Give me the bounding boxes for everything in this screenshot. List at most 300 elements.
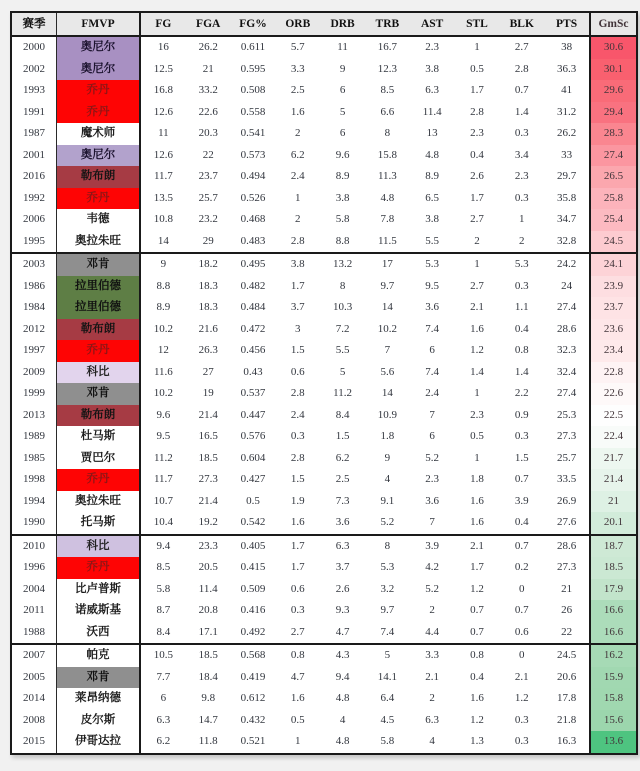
stat-cell: 1.4 xyxy=(514,365,529,378)
stat-cell: 25.7 xyxy=(556,451,577,464)
season-cell: 2005 xyxy=(11,667,57,689)
stat-cell: 2.2 xyxy=(514,387,529,399)
gmsc-cell: 22.4 xyxy=(590,426,637,448)
stat-cell: 13.5 xyxy=(153,191,174,204)
stat-cell: 1.6 xyxy=(470,692,484,704)
fmvp-cell: 奥拉朱旺 xyxy=(57,231,141,254)
stat-cell: 41 xyxy=(561,84,573,96)
column-header-fg: FG xyxy=(140,12,186,36)
stat-cell: 0.576 xyxy=(240,430,266,442)
stat-cell: 5.3 xyxy=(380,561,395,573)
stat-cell: 0.4 xyxy=(470,670,484,683)
stat-cell: 1.9 xyxy=(290,494,305,507)
stat-cell: 3.2 xyxy=(380,582,395,595)
stat-cell: 0.482 xyxy=(240,279,266,292)
stat-cell: 14.7 xyxy=(198,713,218,726)
fmvp-cell: 勒布朗 xyxy=(57,405,141,427)
stat-cell: 2.3 xyxy=(425,473,440,485)
fmvp-cell: 奥尼尔 xyxy=(57,36,141,59)
season-cell: 1989 xyxy=(11,426,57,448)
stat-cell: 21.6 xyxy=(198,322,218,335)
season-cell: 2016 xyxy=(11,166,57,188)
stat-cell: 0.568 xyxy=(240,649,266,661)
stat-cell: 0.416 xyxy=(240,604,266,616)
stat-cell: 8.8 xyxy=(320,231,365,254)
stat-cell: 11.2 xyxy=(333,387,352,399)
stat-cell: 11.4 xyxy=(422,105,442,118)
stat-cell: 9 xyxy=(339,62,346,75)
gmsc-cell: 15.9 xyxy=(590,667,637,689)
stat-cell: 8.7 xyxy=(156,604,171,616)
stat-cell: 26.2 xyxy=(198,41,218,53)
season-cell: 2001 xyxy=(11,145,57,167)
stat-cell: 1.8 xyxy=(380,430,395,442)
stat-cell: 2.1 xyxy=(514,670,529,683)
stat-cell: 4 xyxy=(339,713,346,726)
stat-cell: 17.1 xyxy=(186,622,231,645)
gmsc-cell: 23.6 xyxy=(590,319,637,341)
stat-cell: 1.5 xyxy=(290,473,305,485)
stat-cell: 0.432 xyxy=(240,713,266,726)
stat-cell: 4.7 xyxy=(320,622,365,645)
stat-cell: 1.7 xyxy=(470,84,484,96)
stat-cell: 7 xyxy=(429,408,435,421)
stat-cell: 9 xyxy=(384,451,391,464)
stat-cell: 0.468 xyxy=(240,213,266,225)
stat-cell: 0.4 xyxy=(514,322,529,335)
stat-cell: 9.7 xyxy=(380,279,395,292)
gmsc-cell: 30.1 xyxy=(590,59,637,81)
stat-cell: 3.7 xyxy=(290,301,305,313)
stat-cell: 2.3 xyxy=(514,170,529,182)
stat-cell: 1.3 xyxy=(470,735,484,747)
stat-cell: 6.6 xyxy=(380,105,395,118)
stat-cell: 29 xyxy=(186,231,231,254)
stat-cell: 0.7 xyxy=(514,604,529,616)
stat-cell: 3.6 xyxy=(320,512,365,535)
stat-cell: 3.4 xyxy=(514,148,529,161)
season-cell: 2004 xyxy=(11,579,57,601)
stat-cell: 33.5 xyxy=(556,473,577,485)
stat-cell: 10.2 xyxy=(153,322,174,335)
stat-cell: 4.4 xyxy=(410,622,455,645)
stat-cell: 7.2 xyxy=(335,322,350,335)
stat-cell: 6 xyxy=(160,692,167,704)
stat-cell: 0.7 xyxy=(514,539,529,552)
stat-cell: 0.3 xyxy=(290,430,305,442)
gmsc-cell: 21.7 xyxy=(590,448,637,470)
stat-cell: 12 xyxy=(157,344,169,356)
stat-cell: 31.2 xyxy=(556,105,577,118)
stat-cell: 0.3 xyxy=(514,127,529,139)
stat-cell: 16.7 xyxy=(377,41,397,53)
table-row xyxy=(11,319,637,341)
table-row xyxy=(11,188,637,210)
stat-cell: 22 xyxy=(202,148,214,161)
stat-cell: 0.7 xyxy=(470,604,484,616)
stat-cell: 0.5 xyxy=(290,713,305,726)
stat-cell: 16 xyxy=(157,41,169,53)
table-row xyxy=(11,123,637,145)
season-cell: 2014 xyxy=(11,688,57,710)
season-cell: 2011 xyxy=(11,600,57,622)
stat-cell: 2 xyxy=(429,692,435,704)
stat-cell: 1.8 xyxy=(470,473,484,485)
season-cell: 1992 xyxy=(11,188,57,210)
fmvp-cell: 邓肯 xyxy=(57,383,141,405)
season-cell: 1990 xyxy=(11,512,57,535)
stat-cell: 6.5 xyxy=(425,191,440,204)
stat-cell: 2.3 xyxy=(425,41,440,53)
fmvp-cell: 托马斯 xyxy=(57,512,141,535)
fmvp-cell: 乔丹 xyxy=(57,469,141,491)
stat-cell: 23.3 xyxy=(198,539,218,552)
stat-cell: 27 xyxy=(202,365,214,378)
stat-cell: 1.5 xyxy=(514,451,529,464)
table-row xyxy=(11,59,637,81)
header-row xyxy=(11,12,637,36)
stat-cell: 0.6 xyxy=(290,582,305,595)
stat-cell: 0.3 xyxy=(514,735,529,747)
stat-cell: 13 xyxy=(426,127,438,139)
gmsc-cell: 23.7 xyxy=(590,297,637,319)
season-cell: 2008 xyxy=(11,710,57,732)
column-header-orb: ORB xyxy=(275,12,320,36)
stat-cell: 2.7 xyxy=(514,41,529,53)
gmsc-cell: 13.6 xyxy=(590,731,637,754)
season-cell: 2009 xyxy=(11,362,57,384)
stat-cell: 10.5 xyxy=(153,649,174,661)
stat-cell: 28.6 xyxy=(556,322,577,335)
stat-cell: 9 xyxy=(160,258,167,270)
fmvp-cell: 科比 xyxy=(57,535,141,558)
gmsc-cell: 18.7 xyxy=(590,535,637,558)
table-row xyxy=(11,622,637,645)
stat-cell: 0.494 xyxy=(240,170,266,182)
stat-cell: 3.8 xyxy=(425,213,440,225)
stat-cell: 33 xyxy=(561,148,573,161)
gmsc-cell: 16.6 xyxy=(590,622,637,645)
stat-cell: 1.2 xyxy=(470,713,484,726)
gmsc-cell: 22.8 xyxy=(590,362,637,384)
fmvp-cell: 乔丹 xyxy=(57,557,141,579)
gmsc-cell: 17.9 xyxy=(590,579,637,601)
table-row xyxy=(11,276,637,298)
stat-cell: 6.2 xyxy=(335,451,350,464)
stat-cell: 0.612 xyxy=(240,692,266,704)
table-row xyxy=(11,469,637,491)
column-header-stl: STL xyxy=(455,12,500,36)
table-row xyxy=(11,688,637,710)
stat-cell: 6 xyxy=(429,430,435,442)
stat-cell: 0.573 xyxy=(240,148,266,161)
stat-cell: 0.509 xyxy=(240,582,266,595)
gmsc-cell: 26.5 xyxy=(590,166,637,188)
stat-cell: 7.3 xyxy=(335,494,350,507)
stat-cell: 2.8 xyxy=(514,62,529,75)
stat-cell: 1 xyxy=(519,213,525,225)
season-cell: 1988 xyxy=(11,622,57,645)
season-cell: 2000 xyxy=(11,36,57,59)
stat-cell: 0.419 xyxy=(240,670,266,683)
stat-cell: 23.7 xyxy=(198,170,218,182)
stat-cell: 0.3 xyxy=(514,279,529,292)
stat-cell: 21.4 xyxy=(198,494,218,507)
table-row xyxy=(11,448,637,470)
season-cell: 2012 xyxy=(11,319,57,341)
stat-cell: 35.8 xyxy=(556,191,577,204)
gmsc-cell: 23.4 xyxy=(590,340,637,362)
column-header-gmsc: GmSc xyxy=(590,12,637,36)
stat-cell: 0.495 xyxy=(240,258,266,270)
table-row xyxy=(11,297,637,319)
fmvp-cell: 奥拉朱旺 xyxy=(57,491,141,513)
table-row xyxy=(11,231,637,254)
stat-cell: 0.8 xyxy=(290,649,305,661)
stat-cell: 18.3 xyxy=(198,279,218,292)
stat-cell: 1 xyxy=(474,41,480,53)
table-row xyxy=(11,362,637,384)
stat-cell: 1.7 xyxy=(470,191,484,204)
stat-cell: 2.3 xyxy=(470,408,484,421)
stat-cell: 2.8 xyxy=(290,387,305,399)
stat-cell: 3.8 xyxy=(425,62,440,75)
stat-cell: 8 xyxy=(384,127,391,139)
stat-cell: 0.537 xyxy=(240,387,266,399)
stat-cell: 6 xyxy=(429,344,435,356)
gmsc-cell: 16.6 xyxy=(590,600,637,622)
stat-cell: 32.3 xyxy=(556,344,577,356)
stat-cell: 4.7 xyxy=(290,670,305,683)
stat-cell: 20.5 xyxy=(198,561,218,573)
fmvp-cell: 杜马斯 xyxy=(57,426,141,448)
gmsc-cell: 25.4 xyxy=(590,209,637,231)
stat-cell: 11.4 xyxy=(198,582,218,595)
table-row xyxy=(11,405,637,427)
stat-cell: 11.3 xyxy=(377,170,397,182)
stat-cell: 7 xyxy=(410,512,455,535)
stat-cell: 4 xyxy=(384,473,391,485)
stat-cell: 28.6 xyxy=(556,539,577,552)
stat-cell: 26.3 xyxy=(198,344,218,356)
table-row xyxy=(11,512,637,535)
table-row xyxy=(11,600,637,622)
stat-cell: 9.5 xyxy=(425,279,440,292)
gmsc-cell: 25.8 xyxy=(590,188,637,210)
stat-cell: 3.9 xyxy=(514,494,529,507)
season-cell: 1998 xyxy=(11,469,57,491)
stat-cell: 5.2 xyxy=(425,582,440,595)
stat-cell: 19.2 xyxy=(186,512,231,535)
stat-cell: 27.3 xyxy=(556,561,577,573)
stat-cell: 1.5 xyxy=(335,430,350,442)
stat-cell: 3.8 xyxy=(290,258,305,270)
stat-cell: 16.5 xyxy=(198,430,218,442)
stat-cell: 2.7 xyxy=(470,213,484,225)
gmsc-cell: 15.8 xyxy=(590,688,637,710)
season-cell: 1985 xyxy=(11,448,57,470)
stat-cell: 21 xyxy=(561,582,573,595)
column-header-fgpct: FG% xyxy=(231,12,276,36)
fmvp-cell: 邓肯 xyxy=(57,253,141,276)
stat-cell: 27.3 xyxy=(198,473,218,485)
stat-cell: 10.8 xyxy=(153,213,174,225)
stat-cell: 5.5 xyxy=(410,231,455,254)
table-row xyxy=(11,340,637,362)
column-header-trb: TRB xyxy=(365,12,410,36)
stat-cell: 20.8 xyxy=(198,604,218,616)
stat-cell: 8 xyxy=(384,539,391,552)
stat-cell: 4.8 xyxy=(335,735,350,747)
stat-cell: 0.5 xyxy=(470,62,484,75)
stat-cell: 10.7 xyxy=(153,494,174,507)
gmsc-cell: 21.4 xyxy=(590,469,637,491)
stat-cell: 0.8 xyxy=(514,344,529,356)
stat-cell: 2.1 xyxy=(425,670,440,683)
stat-cell: 10.4 xyxy=(140,512,186,535)
season-cell: 1993 xyxy=(11,80,57,102)
stat-cell: 3.6 xyxy=(425,494,440,507)
table-row xyxy=(11,667,637,689)
stat-cell: 2.8 xyxy=(290,451,305,464)
stat-cell: 14 xyxy=(381,387,393,399)
stat-cell: 1.4 xyxy=(470,365,484,378)
stat-cell: 6.3 xyxy=(156,713,171,726)
gmsc-cell: 16.2 xyxy=(590,644,637,667)
stat-cell: 5.2 xyxy=(365,512,410,535)
gmsc-cell: 21 xyxy=(590,491,637,513)
column-header-drb: DRB xyxy=(320,12,365,36)
stat-cell: 18.4 xyxy=(198,670,218,683)
season-cell: 2003 xyxy=(11,253,57,276)
stat-cell: 2.7 xyxy=(470,279,484,292)
stat-cell: 2 xyxy=(499,231,544,254)
stat-cell: 16.8 xyxy=(153,84,174,96)
stat-cell: 1 xyxy=(295,191,301,204)
stat-cell: 6.4 xyxy=(380,692,395,704)
stat-cell: 5.8 xyxy=(156,582,171,595)
stat-cell: 8.8 xyxy=(156,279,171,292)
stat-cell: 32.4 xyxy=(556,365,577,378)
stat-cell: 0.483 xyxy=(231,231,276,254)
stat-cell: 3.3 xyxy=(425,649,440,661)
stat-cell: 9.7 xyxy=(380,604,395,616)
stat-cell: 3.7 xyxy=(335,561,350,573)
stat-cell: 6 xyxy=(339,127,346,139)
stat-cell: 0.5 xyxy=(470,430,484,442)
stat-cell: 21.4 xyxy=(198,408,218,421)
stat-cell: 7.8 xyxy=(380,213,395,225)
stat-cell: 2.1 xyxy=(470,301,484,313)
season-cell: 2010 xyxy=(11,535,57,558)
stat-cell: 17.8 xyxy=(556,692,577,704)
table-row xyxy=(11,166,637,188)
stat-cell: 7.4 xyxy=(425,365,440,378)
stat-cell: 2 xyxy=(429,604,435,616)
stat-cell: 0.6 xyxy=(290,365,305,378)
stat-cell: 11 xyxy=(337,41,348,53)
stat-cell: 25.3 xyxy=(556,408,577,421)
season-cell: 2006 xyxy=(11,209,57,231)
table-row xyxy=(11,710,637,732)
stat-cell: 15.8 xyxy=(377,148,397,161)
stat-cell: 27.6 xyxy=(544,512,590,535)
stat-cell: 1.2 xyxy=(470,344,484,356)
column-header-pts: PTS xyxy=(544,12,590,36)
stat-cell: 12.3 xyxy=(377,62,397,75)
stat-cell: 1 xyxy=(474,387,480,399)
stat-cell: 1.2 xyxy=(514,692,529,704)
stat-cell: 5.2 xyxy=(425,451,440,464)
stat-cell: 9.4 xyxy=(335,670,350,683)
stat-cell: 1 xyxy=(474,258,480,270)
stat-cell: 4.8 xyxy=(335,692,350,704)
stat-cell: 0.595 xyxy=(240,62,266,75)
stat-cell: 12.5 xyxy=(153,62,174,75)
table-row xyxy=(11,491,637,513)
fmvp-cell: 帕克 xyxy=(57,644,141,667)
stat-cell: 0.541 xyxy=(240,127,266,139)
stat-cell: 10.9 xyxy=(377,408,397,421)
season-cell: 1995 xyxy=(11,231,57,254)
stat-cell: 11.5 xyxy=(365,231,410,254)
stat-cell: 4.5 xyxy=(380,713,395,726)
stat-cell: 9.3 xyxy=(335,604,350,616)
stat-cell: 2.4 xyxy=(425,387,440,399)
stat-cell: 8.5 xyxy=(156,561,171,573)
stat-cell: 2.4 xyxy=(290,170,305,182)
stat-cell: 1.2 xyxy=(470,582,484,595)
stat-cell: 27.3 xyxy=(556,430,577,442)
stat-cell: 1.7 xyxy=(470,561,484,573)
stat-cell: 1.7 xyxy=(290,561,305,573)
stat-cell: 6.3 xyxy=(425,713,440,726)
stat-cell: 0.43 xyxy=(243,365,263,378)
stat-cell: 0.427 xyxy=(240,473,266,485)
stat-cell: 0.4 xyxy=(470,148,484,161)
season-cell: 1999 xyxy=(11,383,57,405)
table-row xyxy=(11,80,637,102)
stat-cell: 0.492 xyxy=(231,622,276,645)
stat-cell: 2.6 xyxy=(470,170,484,182)
stat-cell: 12.6 xyxy=(153,105,174,118)
fmvp-cell: 莱昂纳德 xyxy=(57,688,141,710)
season-cell: 2002 xyxy=(11,59,57,81)
stat-cell: 10.3 xyxy=(332,301,353,313)
table-row xyxy=(11,557,637,579)
stat-cell: 2.7 xyxy=(275,622,320,645)
season-cell: 1997 xyxy=(11,340,57,362)
stat-cell: 0.521 xyxy=(240,735,266,747)
fmvp-cell: 科比 xyxy=(57,362,141,384)
stat-cell: 11.8 xyxy=(198,735,218,747)
stat-cell: 5.3 xyxy=(514,258,529,270)
table-row xyxy=(11,102,637,124)
stat-cell: 1 xyxy=(474,451,480,464)
stat-cell: 8 xyxy=(339,279,346,292)
stat-cell: 38 xyxy=(561,41,573,53)
stat-cell: 7 xyxy=(384,344,391,356)
stat-cell: 0 xyxy=(519,649,525,661)
stat-cell: 6.2 xyxy=(290,148,305,161)
season-cell: 2015 xyxy=(11,731,57,754)
fmvp-cell: 奥尼尔 xyxy=(57,145,141,167)
stat-cell: 1.7 xyxy=(290,279,305,292)
stat-cell: 5.5 xyxy=(335,344,350,356)
stat-cell: 24.5 xyxy=(556,649,577,661)
stat-cell: 2.4 xyxy=(290,408,305,421)
stat-cell: 2.3 xyxy=(470,127,484,139)
